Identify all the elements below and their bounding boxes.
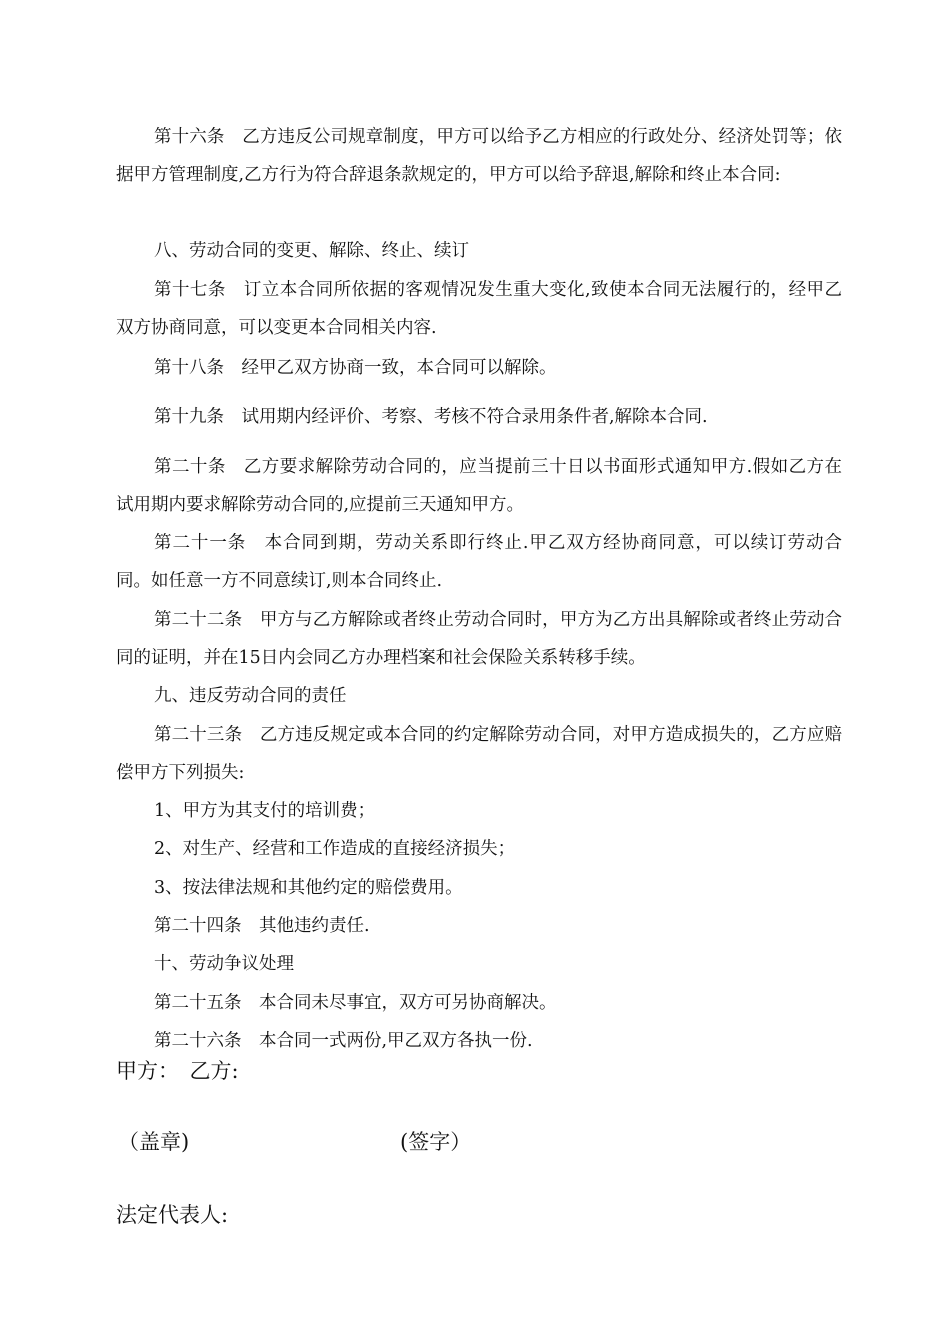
- article-18: 第十八条 经甲乙双方协商一致，本合同可以解除。: [154, 358, 557, 378]
- section-10-heading: 十、劳动争议处理: [154, 954, 294, 974]
- article-21: 第二十一条 本合同到期，劳动关系即行终止.甲乙双方经协商同意，可以续订劳动合同。如任意一方不同意续订,则本合同终止.: [116, 533, 842, 591]
- list-item: 1、甲方为其支付的培训费；: [154, 801, 376, 821]
- article-26: 第二十六条 本合同一式两份,甲乙双方各执一份.: [154, 1031, 533, 1051]
- list-item: 3、按法律法规和其他约定的赔偿费用。: [154, 878, 463, 898]
- seal-label: （盖章): [118, 1130, 190, 1154]
- section-9-heading: 九、违反劳动合同的责任: [154, 686, 347, 706]
- list-item: 2、对生产、经营和工作造成的直接经济损失；: [154, 839, 516, 859]
- article-17: 第十七条 订立本合同所依据的客观情况发生重大变化,致使本合同无法履行的，经甲乙双方协商同意，可以变更本合同相关内容.: [116, 280, 842, 338]
- article-16: 第十六条 乙方违反公司规章制度，甲方可以给予乙方相应的行政处分、经济处罚等；依据甲方管理制度,乙方行为符合辞退条款规定的，甲方可以给予辞退,解除和终止本合同:: [116, 127, 842, 185]
- section-8-heading: 八、劳动合同的变更、解除、终止、续订: [154, 241, 469, 261]
- article-23: 第二十三条 乙方违反规定或本合同的约定解除劳动合同，对甲方造成损失的，乙方应赔偿甲方下列损失:: [116, 725, 842, 783]
- article-20: 第二十条 乙方要求解除劳动合同的，应当提前三十日以书面形式通知甲方.假如乙方在试用期内要求解除劳动合同的,应提前三天通知甲方。: [116, 457, 842, 515]
- sign-label: (签字）: [400, 1130, 472, 1154]
- legal-representative-label: 法定代表人:: [116, 1203, 229, 1227]
- article-25: 第二十五条 本合同未尽事宜，双方可另协商解决。: [154, 993, 557, 1013]
- article-22: 第二十二条 甲方与乙方解除或者终止劳动合同时，甲方为乙方出具解除或者终止劳动合同的证明，并在15日内会同乙方办理档案和社会保险关系转移手续。: [116, 610, 842, 668]
- article-19: 第十九条 试用期内经评价、考察、考核不符合录用条件者,解除本合同.: [154, 407, 708, 427]
- party-line: 甲方： 乙方:: [116, 1059, 239, 1083]
- article-24: 第二十四条 其他违约责任.: [154, 916, 370, 936]
